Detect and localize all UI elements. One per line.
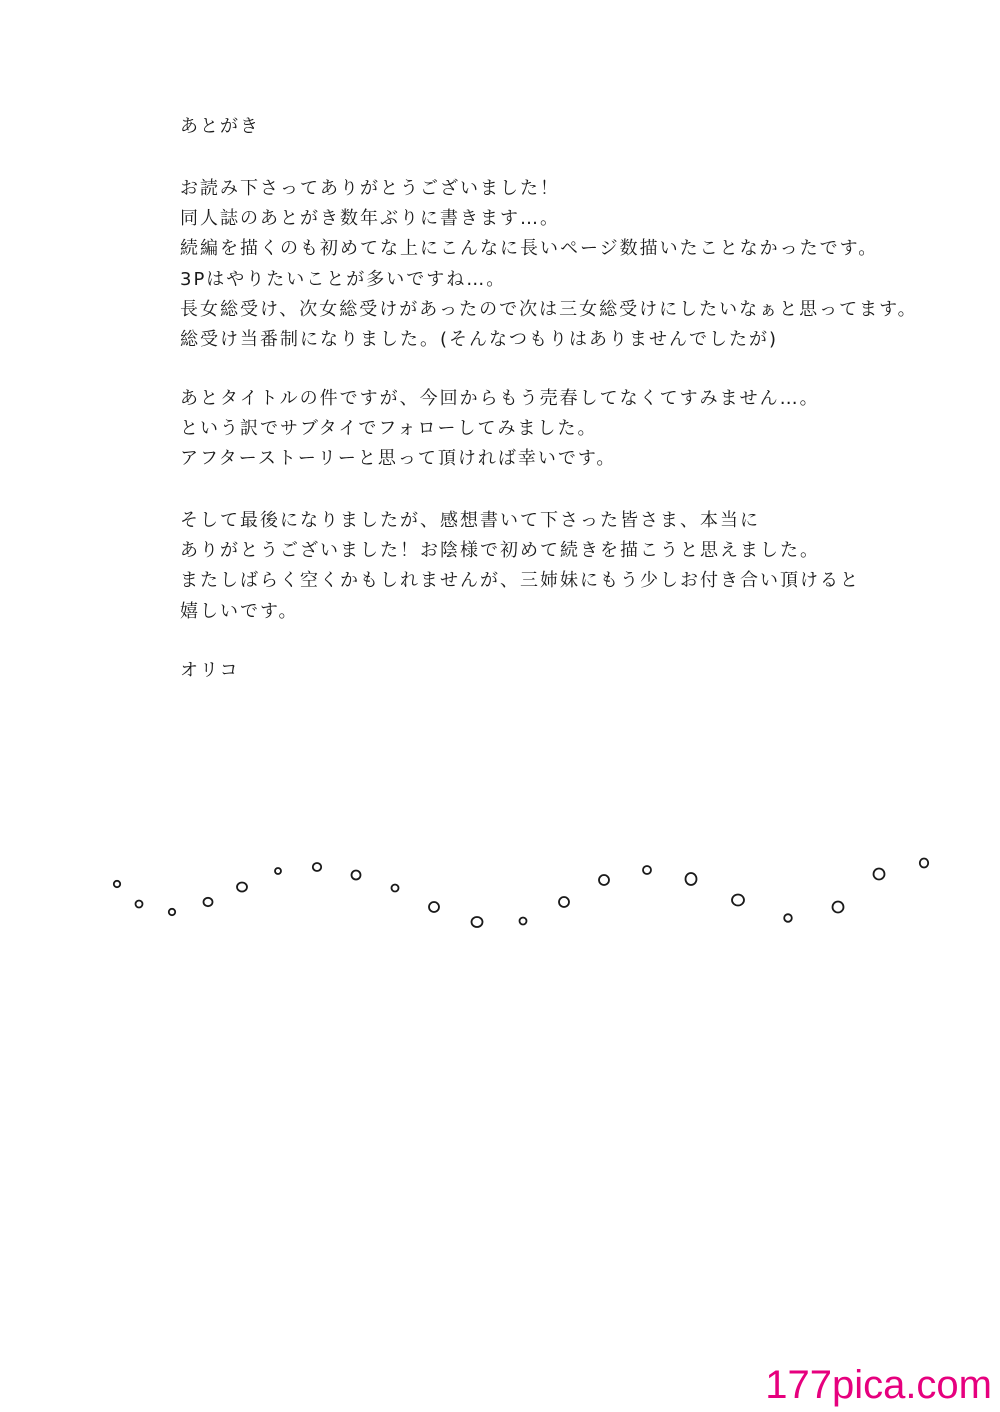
decorative-circle xyxy=(559,897,569,907)
decorative-circle xyxy=(429,902,439,912)
decorative-circle xyxy=(204,898,213,906)
text-line: 総受け当番制になりました。(そんなつもりはありませんでしたが) xyxy=(180,328,779,350)
text-line: 3Pはやりたいことが多いですね…。 xyxy=(180,268,507,290)
decorative-circle xyxy=(352,871,361,880)
text-line: 長女総受け、次女総受けがあったので次は三女総受けにしたいなぁと思ってます。 xyxy=(180,298,918,320)
decorative-circle xyxy=(275,868,281,874)
decorative-circle xyxy=(833,902,844,913)
decorative-circle xyxy=(732,895,744,906)
decorative-circle xyxy=(472,917,483,927)
decorative-circle xyxy=(237,883,247,892)
text-line: またしばらく空くかもしれませんが、三姉妹にもう少しお付き合い頂けると xyxy=(180,570,860,592)
decorative-circle xyxy=(520,918,527,925)
text-line: あとタイトルの件ですが、今回からもう売春してなくてすみません…。 xyxy=(180,388,820,409)
decorative-circle xyxy=(643,866,651,874)
text-line: アフターストーリーと思って頂ければ幸いです。 xyxy=(180,448,617,470)
text-line: 同人誌のあとがき数年ぶりに書きます…。 xyxy=(180,208,560,230)
watermark-logo: 177pica.com xyxy=(765,1363,992,1407)
text-line: という訳でサブタイでフォローしてみました。 xyxy=(180,418,598,440)
decorative-circle xyxy=(114,881,120,887)
decorative-circle xyxy=(136,901,143,908)
decorative-circle xyxy=(784,914,792,922)
text-line: 嬉しいです。 xyxy=(180,600,299,622)
decorative-circle xyxy=(686,873,697,885)
decorative-circle xyxy=(920,859,928,868)
decorative-circle xyxy=(874,869,885,880)
decorative-circle xyxy=(599,875,609,885)
decorative-circle xyxy=(313,863,321,871)
text-line: そして最後になりましたが、感想書いて下さった皆さま、本当に xyxy=(180,510,760,531)
text-line: お読み下さってありがとうございました！ xyxy=(180,178,560,199)
text-line: ありがとうございました！お陰様で初めて続きを描こうと思えました。 xyxy=(180,540,820,562)
decorative-circle xyxy=(392,885,399,892)
decorative-circle xyxy=(169,909,175,915)
text-line: 続編を描くのも初めてな上にこんなに長いページ数描いたことなかったです。 xyxy=(180,238,879,260)
author-signature: オリコ xyxy=(180,660,240,681)
page-title: あとがき xyxy=(180,116,260,137)
